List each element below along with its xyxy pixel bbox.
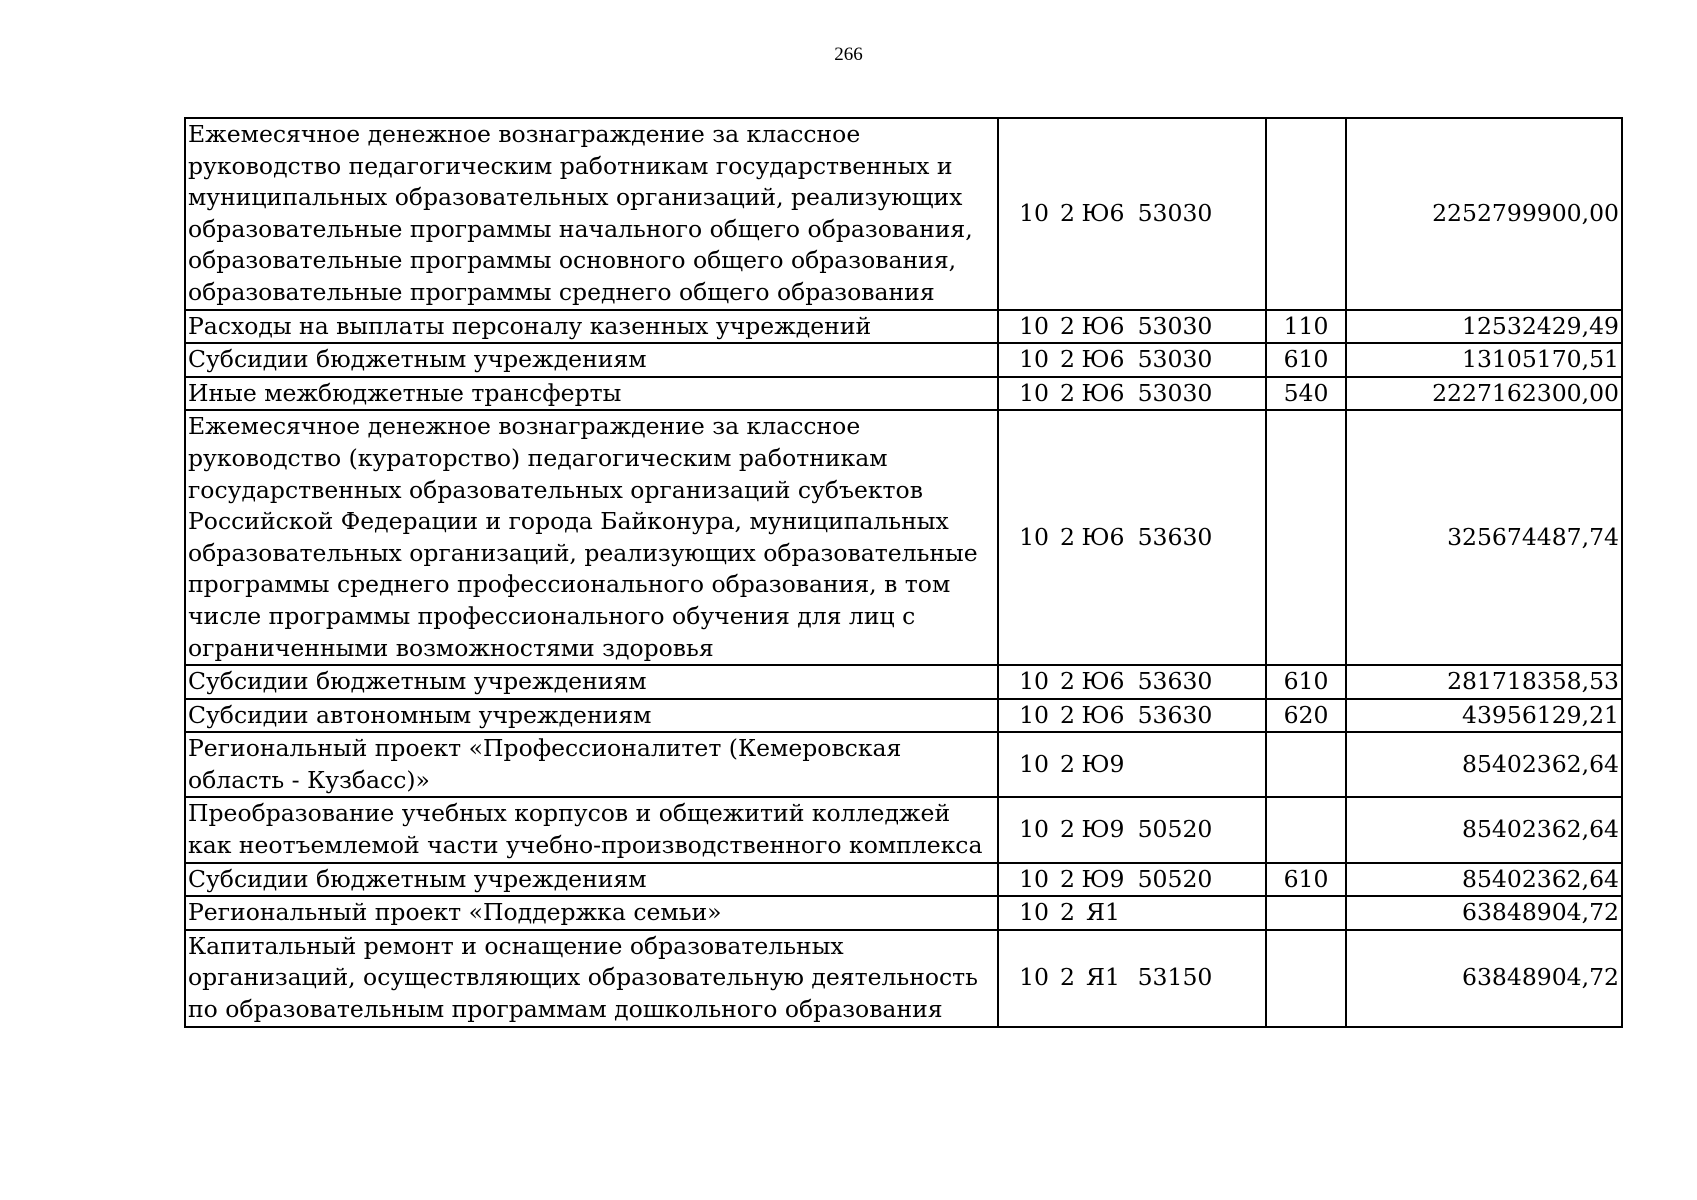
subsection-code: 2 [1060,522,1075,551]
amount-cell: 2252799900,00 [1346,118,1622,310]
section-code: 10 [1019,198,1049,227]
program-code: Ю6 [1081,345,1125,374]
table-row [185,699,1622,733]
amount-cell: 281718358,53 [1346,665,1622,699]
classification-codes-cell [998,410,1266,665]
expense-type-cell: 610 [1266,665,1346,699]
subsection-code: 2 [1060,815,1075,844]
classification-codes-cell [998,699,1266,733]
expense-name-cell: Региональный проект «Профессионалитет (Кемеровская область - Кузбасс)» [185,732,998,797]
expense-type-cell [1266,410,1346,665]
table-row [185,797,1622,862]
page-number: 266 [834,44,863,65]
section-code: 10 [1019,700,1049,729]
codes-group [1001,344,1263,376]
direction-code: 53030 [1137,345,1213,374]
expense-name-cell: Субсидии бюджетным учреждениям [185,343,998,377]
program-code: Ю6 [1081,311,1125,340]
program-code: Я1 [1086,963,1120,992]
table-row [185,410,1622,665]
section-code: 10 [1019,667,1049,696]
section-code: 10 [1019,864,1049,893]
direction-code: 53630 [1137,522,1213,551]
expense-name-cell: Субсидии автономным учреждениям [185,699,998,733]
expense-name-cell: Субсидии бюджетным учреждениям [185,665,998,699]
subsection-code: 2 [1060,667,1075,696]
amount-cell: 2227162300,00 [1346,377,1622,411]
expense-name-cell: Иные межбюджетные трансферты [185,377,998,411]
table-row [185,863,1622,897]
section-code: 10 [1019,898,1049,927]
classification-codes-cell [998,377,1266,411]
codes-group [1001,311,1263,343]
expense-type-cell [1266,896,1346,930]
section-code: 10 [1019,311,1049,340]
codes-group [1001,962,1263,994]
table-row [185,310,1622,344]
direction-code: 53030 [1137,198,1213,227]
section-code: 10 [1019,378,1049,407]
classification-codes-cell [998,797,1266,862]
table-row [185,343,1622,377]
amount-cell: 325674487,74 [1346,410,1622,665]
codes-group [1001,666,1263,698]
codes-group [1001,198,1263,230]
codes-group [1001,897,1263,929]
section-code: 10 [1019,750,1049,779]
expense-type-cell [1266,797,1346,862]
expense-type-cell: 110 [1266,310,1346,344]
expense-name-cell: Расходы на выплаты персоналу казенных учреждений [185,310,998,344]
table-row [185,118,1622,310]
direction-code: 53630 [1137,667,1213,696]
expense-name-cell: Ежемесячное денежное вознаграждение за классное руководство (кураторство) педагогическим работникам государственных образовательных организаций субъектов Российской Федерации и города Байконура, муниципальных образовательных организаций, реализующих образовательные программы среднего профессионального образования, в том числе программы профессионального обучения для лиц с ограниченными возможностями здоровья [185,410,998,665]
codes-group [1001,378,1263,410]
classification-codes-cell [998,863,1266,897]
subsection-code: 2 [1060,345,1075,374]
section-code: 10 [1019,345,1049,374]
program-code: Ю9 [1081,864,1125,893]
table-row [185,665,1622,699]
expense-type-cell [1266,732,1346,797]
program-code: Я1 [1086,898,1120,927]
subsection-code: 2 [1060,750,1075,779]
expense-type-cell: 610 [1266,863,1346,897]
amount-cell: 12532429,49 [1346,310,1622,344]
expense-name-cell: Региональный проект «Поддержка семьи» [185,896,998,930]
section-code: 10 [1019,522,1049,551]
budget-table [184,117,1623,1028]
direction-code: 50520 [1137,864,1213,893]
subsection-code: 2 [1060,963,1075,992]
expense-type-cell: 540 [1266,377,1346,411]
table-row [185,732,1622,797]
program-code: Ю6 [1081,522,1125,551]
amount-cell: 13105170,51 [1346,343,1622,377]
subsection-code: 2 [1060,864,1075,893]
codes-group [1001,749,1263,781]
direction-code: 53630 [1137,700,1213,729]
classification-codes-cell [998,930,1266,1027]
codes-group [1001,522,1263,554]
expense-name-cell: Субсидии бюджетным учреждениям [185,863,998,897]
expense-name-cell: Ежемесячное денежное вознаграждение за классное руководство педагогическим работникам государственных и муниципальных образовательных организаций, реализующих образовательные программы начального общего образования, образовательные программы основного общего образования, образовательные программы среднего общего образования [185,118,998,310]
program-code: Ю9 [1081,750,1125,779]
classification-codes-cell [998,310,1266,344]
section-code: 10 [1019,815,1049,844]
direction-code: 53150 [1137,963,1213,992]
program-code: Ю9 [1081,815,1125,844]
direction-code: 53030 [1137,311,1213,340]
direction-code: 50520 [1137,815,1213,844]
amount-cell: 85402362,64 [1346,797,1622,862]
codes-group [1001,700,1263,732]
classification-codes-cell [998,343,1266,377]
budget-table-body [185,118,1622,1027]
table-row [185,896,1622,930]
subsection-code: 2 [1060,198,1075,227]
direction-code: 53030 [1137,378,1213,407]
codes-group [1001,864,1263,896]
amount-cell: 63848904,72 [1346,896,1622,930]
subsection-code: 2 [1060,378,1075,407]
amount-cell: 85402362,64 [1346,732,1622,797]
subsection-code: 2 [1060,898,1075,927]
amount-cell: 63848904,72 [1346,930,1622,1027]
table-row [185,930,1622,1027]
program-code: Ю6 [1081,667,1125,696]
expense-type-cell: 610 [1266,343,1346,377]
classification-codes-cell [998,118,1266,310]
codes-group [1001,814,1263,846]
program-code: Ю6 [1081,378,1125,407]
subsection-code: 2 [1060,700,1075,729]
subsection-code: 2 [1060,311,1075,340]
expense-name-cell: Капитальный ремонт и оснащение образовательных организаций, осуществляющих образовательную деятельность по образовательным программам дошкольного образования [185,930,998,1027]
classification-codes-cell [998,665,1266,699]
classification-codes-cell [998,732,1266,797]
expense-name-cell: Преобразование учебных корпусов и общежитий колледжей как неотъемлемой части учебно-производственного комплекса [185,797,998,862]
expense-type-cell [1266,930,1346,1027]
expense-type-cell: 620 [1266,699,1346,733]
expense-type-cell [1266,118,1346,310]
amount-cell: 85402362,64 [1346,863,1622,897]
section-code: 10 [1019,963,1049,992]
amount-cell: 43956129,21 [1346,699,1622,733]
table-row [185,377,1622,411]
classification-codes-cell [998,896,1266,930]
program-code: Ю6 [1081,198,1125,227]
program-code: Ю6 [1081,700,1125,729]
